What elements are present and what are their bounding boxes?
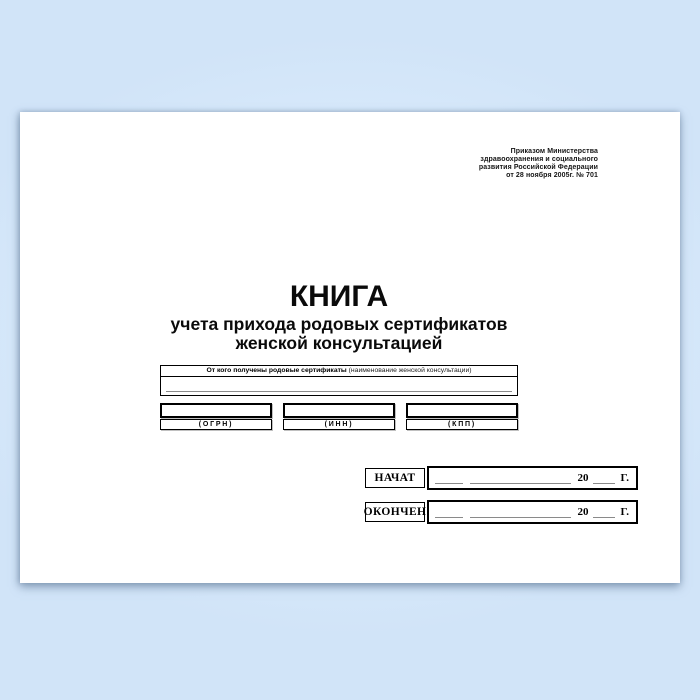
inn-label: (ИНН): [283, 419, 395, 430]
sender-name-box: [160, 365, 518, 396]
started-year-blank: [593, 474, 615, 484]
finished-day-blank: [435, 508, 463, 518]
finished-month-blank: [470, 508, 571, 518]
ogrn-column: [160, 403, 272, 430]
kpp-label: (КПП): [406, 419, 518, 430]
inn-fill-box: [283, 403, 395, 418]
approval-line: Приказом Министерства: [510, 148, 598, 155]
finished-year-prefix: 20: [577, 506, 589, 518]
inn-column: [283, 403, 395, 430]
started-day-blank: [435, 474, 463, 484]
kpp-fill-box: [406, 403, 518, 418]
started-year-prefix: 20: [577, 472, 589, 484]
started-month-blank: [470, 474, 571, 484]
book-subtitle-line2: женской консультацией: [235, 332, 443, 353]
book-subtitle: [139, 315, 539, 352]
started-date-box: [427, 466, 638, 490]
title-block: [139, 282, 539, 352]
started-label-box: НАЧАТ: [365, 468, 425, 488]
finished-year-blank: [593, 508, 615, 518]
finished-date-box: [427, 500, 638, 524]
approval-line: от 28 ноября 2005г. № 701: [506, 171, 598, 179]
approval-line: здравоохранения и социального: [480, 155, 598, 163]
kpp-column: [406, 403, 518, 430]
sender-box-label: От кого получены родовые сертификаты: [206, 367, 347, 374]
approval-note: [479, 148, 598, 180]
registration-id-row: [160, 403, 518, 430]
ogrn-fill-box: [160, 403, 272, 418]
book-cover-page: [20, 112, 680, 583]
finished-year-suffix: Г.: [620, 506, 629, 518]
sender-box-label-note: (наименование женской консультации): [348, 367, 472, 374]
finished-label-box: ОКОНЧЕН: [365, 502, 425, 522]
book-title: КНИГА: [289, 280, 389, 313]
sender-box-header: [161, 366, 517, 377]
started-year-suffix: Г.: [620, 472, 629, 484]
sender-name-fill-line: [166, 391, 512, 392]
ogrn-label: (ОГРН): [160, 419, 272, 430]
approval-line: развития Российской Федерации: [478, 163, 598, 171]
book-subtitle-line1: учета прихода родовых сертификатов: [170, 314, 508, 334]
